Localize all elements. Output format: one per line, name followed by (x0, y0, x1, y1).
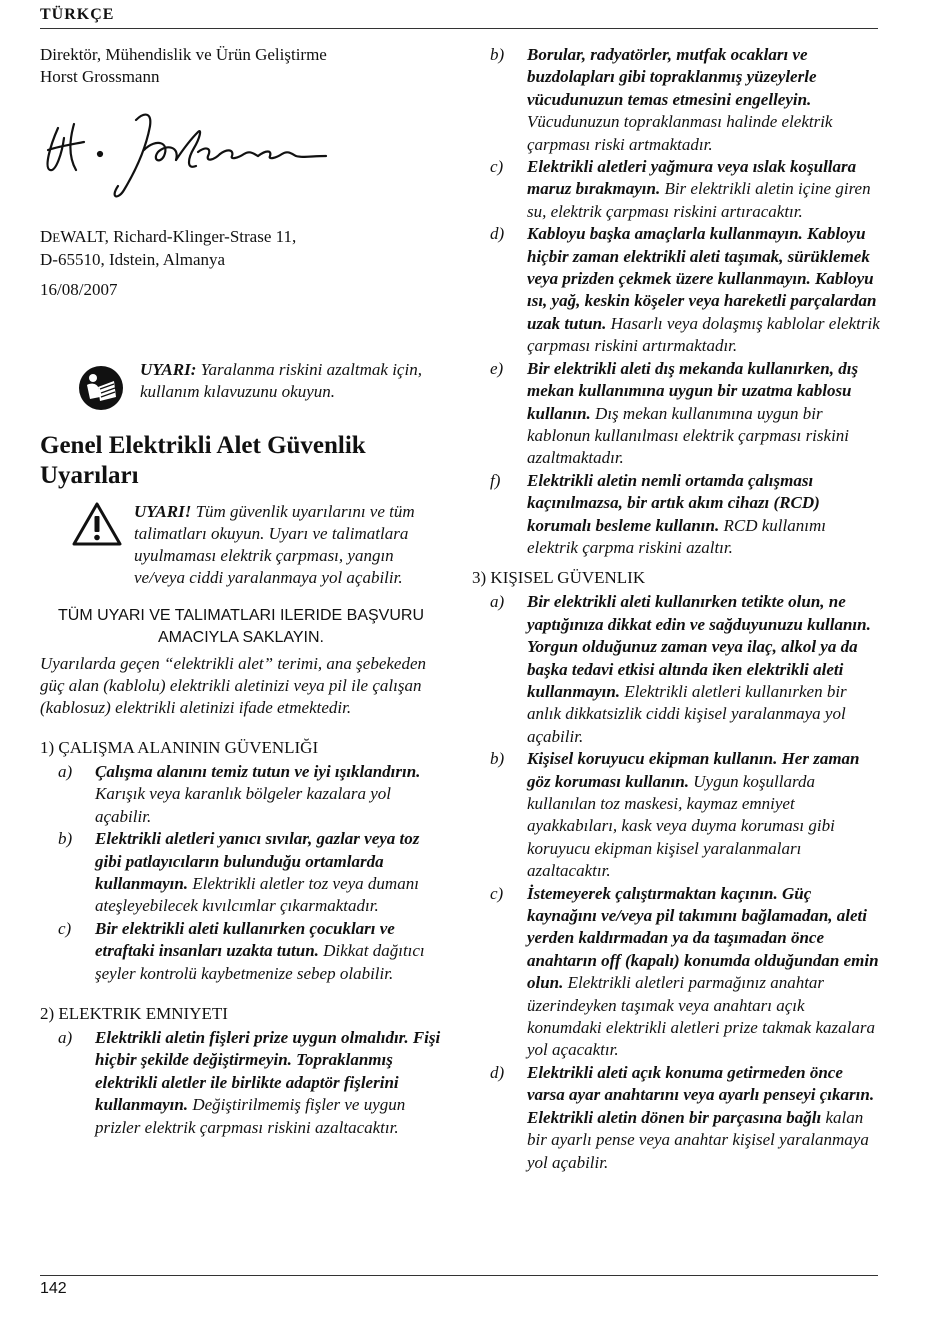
company-address-line2: D-65510, Idstein, Almanya (40, 250, 226, 269)
list-item: c) İstemeyerek çalıştırmaktan kaçının. Güç kaynağını ve/veya pil takımını bağlamadan, aleti yerden kaldırmadan ya da taşımadan önce anahtarın off (kapalı) konumda olduğundan emin olun. Elektrikli aletleri parmağınız anahtar üzerindeyken taşımak veya anahtarı açık konumdaki elektrikli aletleri prize takmak kazalara yol açacaktır. (490, 883, 879, 1060)
save-instructions: TÜM UYARI VE TALIMATLARI ILERIDE BAŞVURU AMACIYLA SAKLAYIN. (58, 607, 424, 646)
list-item: c) Bir elektrikli aleti kullanırken çocukları ve etraftaki insanları uzakta tutun. Dikkat dağıtıcı şeyler kontrolü kaybetmenize sebep olabilir. (58, 918, 425, 983)
read-manual-icon (78, 365, 124, 411)
section-3-heading: 3) KIŞISEL GÜVENLIK (472, 568, 646, 588)
warning-triangle-icon (72, 501, 122, 547)
signatory-name: Horst Grossmann (40, 67, 160, 86)
section-2-heading: 2) ELEKTRIK EMNIYETI (40, 1004, 228, 1024)
list-item: b) Elektrikli aletleri yanıcı sıvılar, gazlar veya toz gibi patlayıcıların bulunduğu ortamlarda kullanmayın. Elektrikli aletler toz veya dumanı ateşleyebilecek kıvılcımlar çıkarmaktadır. (58, 829, 420, 916)
list-item: a) Çalışma alanını temiz tutun ve iyi ışıklandırın. Karışık veya karanlık bölgeler kazalara yol açabilir. (58, 762, 421, 826)
intro-paragraph: Uyarılarda geçen “elektrikli alet” terimi, ana şebekeden güç alan (kablolu) elektrikli aletinizi veya pil ile çalışan (kablosuz) elektrikli aletinizi ifade etmektedir. (40, 654, 427, 717)
list-item: d) Kabloyu başka amaçlarla kullanmayın. Kabloyu hiçbir zaman elektrikli aleti taşımak, sürüklemek veya prizden çekmek üzere kullanmayın. Kabloyu ısı, yağ, keskin köşeler veya hareketli parçalardan uzak tutun. Hasarlı veya dolaşmış kablolar elektrik çarpması riskini artırmaktadır. (490, 224, 880, 356)
list-item: e) Bir elektrikli aleti dış mekanda kullanırken, dış mekan kullanımına uygun bir uzatma kablosu kullanın. Dış mekan kullanımına uygun bir kablonun kullanılması elektrik çarpması riskini azaltmaktadır. (490, 358, 859, 468)
signatory-title: Direktör, Mühendislik ve Ürün Geliştirme (40, 45, 327, 64)
section-1-heading: 1) ÇALIŞMA ALANININ GÜVENLIĞI (40, 738, 319, 757)
page-number: 142 (40, 1280, 67, 1297)
language-header: TÜRKÇE (40, 6, 115, 23)
right-column (472, 44, 880, 1174)
general-warning-text: UYARI! Tüm güvenlik uyarılarını ve tüm talimatları okuyun. Uyarı ve talimatlara uyulmaması elektrik çarpması, yangın ve/veya ciddi yaralanmaya yol açabilir. (134, 502, 415, 587)
list-item: a) Elektrikli aletin fişleri prize uygun olmalıdır. Fişi hiçbir şekilde değiştirmeyin. Topraklanmış elektrikli aletler ile birlikte adaptör fişlerini kullanmayın. Değiştirilmemiş fişler ve uygun prizler elektrik çarpması riskini azaltacaktır. (58, 1028, 441, 1137)
list-item: a) Bir elektrikli aleti kullanırken tetikte olun, ne yaptığınıza dikkat edin ve sağduyunuzu kullanın. Yorgun olduğunuz zaman veya ilaç, alkol ya da başka tedavi etkisi altında iken elektrikli aleti kullanmayın. Elektrikli aletleri kullanırken bir anlık dikkatsizlik ciddi kişisel yaralanmaya yol açabilir. (490, 592, 871, 746)
list-item: b) Borular, radyatörler, mutfak ocakları ve buzdolapları gibi topraklanmış yüzeylerle vücudunuzun temas etmesini engelleyin. Vücudunuzun topraklanması halinde elektrik çarpması riski artmaktadır. (490, 45, 833, 154)
list-item: c) Elektrikli aletleri yağmura veya ıslak koşullara maruz bırakmayın. Bir elektrikli aletin içine giren su, elektrik çarpması riskini artıracaktır. (490, 157, 871, 221)
list-item: d) Elektrikli aleti açık konuma getirmeden önce varsa ayar anahtarını veya ayarlı penseyi çıkarın. Elektrikli aletin dönen bir parçasına bağlı kalan bir ayarlı pense veya anahtar kişisel yaralanmaya yol açabilir. (490, 1062, 875, 1172)
footer-divider (40, 1275, 878, 1276)
signature-graphic (40, 98, 442, 210)
manual-warning-text: UYARI: Yaralanma riskini azaltmak için, kullanım kılavuzunu okuyun. (140, 360, 422, 401)
header-divider (40, 28, 878, 29)
list-item: b) Kişisel koruyucu ekipman kullanın. Her zaman göz koruması kullanın. Uygun koşullarda kullanılan toz maskesi, kaymaz emniyet ayakkabıları, kask veya duyma koruması gibi koruyucu ekipman kişisel yaralanmaları azaltacaktır. (490, 749, 860, 881)
general-warning (40, 501, 442, 589)
list-item: f) Elektrikli aletin nemli ortamda çalışması kaçınılmazsa, bir artık akım cihazı (RCD) korumalı besleme kullanın. RCD kullanımı elektrik çarpma riskini azaltır. (490, 470, 826, 557)
left-column (40, 44, 442, 1139)
manual-warning (40, 359, 442, 411)
document-date: 16/08/2007 (40, 280, 118, 299)
section-title: Genel Elektrikli Alet Güvenlik Uyarıları (40, 432, 366, 489)
company-address-line1: DEWALT, Richard-Klinger-Strase 11, (40, 227, 297, 246)
